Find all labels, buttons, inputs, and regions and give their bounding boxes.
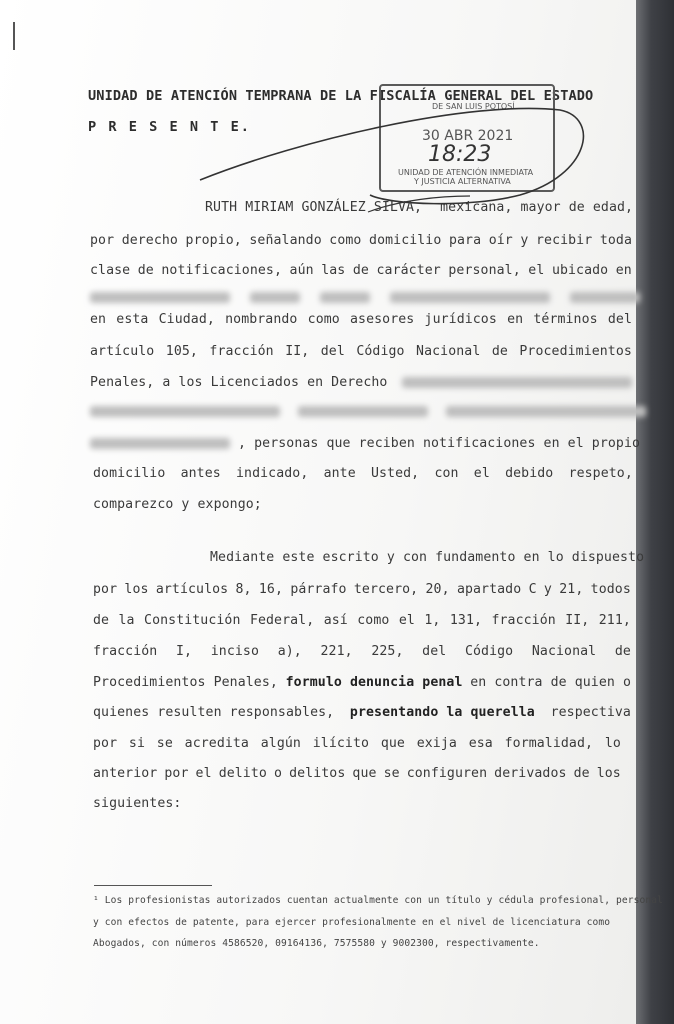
word: fracción: [93, 644, 158, 659]
signature-scribble: [0, 0, 674, 260]
word: domicilio: [369, 233, 442, 248]
word: asesores: [350, 312, 415, 327]
word: debido: [505, 466, 554, 481]
word: de: [137, 263, 154, 278]
word: por: [90, 233, 115, 248]
word: del: [320, 344, 345, 359]
word: C: [528, 582, 537, 597]
word: ubicado: [551, 263, 609, 278]
word: clase: [90, 263, 131, 278]
word: indicado,: [236, 466, 309, 481]
word: I,: [176, 644, 193, 659]
word: ante: [323, 466, 356, 481]
word: 21,: [559, 582, 584, 597]
body-line-5: [93, 675, 631, 690]
intro-line-2: [90, 233, 632, 248]
intro-line-1-rest: mexicana, mayor de edad,: [440, 200, 634, 215]
intro-line-3: [90, 263, 632, 278]
word: Constitución: [144, 613, 241, 628]
word: términos: [533, 312, 598, 327]
word: los: [124, 582, 149, 597]
body-line-6c: respectiva: [550, 705, 631, 720]
word: por: [93, 736, 118, 751]
word: y: [543, 582, 552, 597]
word: como: [307, 312, 340, 327]
intro-line-10: [93, 466, 633, 481]
word: en: [90, 312, 107, 327]
stamp-line-1: UNIDAD DE ATENCIÓN INMEDIATA: [398, 168, 534, 177]
word: respeto,: [568, 466, 633, 481]
body-line-9: siguientes:: [93, 796, 182, 811]
word: Nacional: [531, 644, 597, 659]
stamp-date: 30 ABR 2021: [422, 128, 514, 144]
word: por: [164, 766, 189, 781]
word: el: [528, 263, 545, 278]
word: Código: [356, 344, 405, 359]
word: antes: [180, 466, 221, 481]
word: toda: [599, 233, 632, 248]
stamp-line-2: Y JUSTICIA ALTERNATIVA: [414, 177, 511, 186]
word: fracción: [209, 344, 274, 359]
word: ilícito: [312, 736, 370, 751]
word: con: [434, 466, 459, 481]
word: artículo: [90, 344, 155, 359]
word: se: [156, 736, 173, 751]
intro-line-5: [90, 312, 632, 327]
word: tercero,: [353, 582, 419, 597]
body-line-3: [93, 613, 631, 628]
word: nombrando: [225, 312, 298, 327]
word: carácter: [376, 263, 441, 278]
word: como: [329, 233, 362, 248]
word: de: [573, 766, 590, 781]
word: recibir: [535, 233, 593, 248]
word: 221,: [320, 644, 353, 659]
word: delitos: [289, 766, 346, 781]
word: y: [520, 233, 529, 248]
word: Ciudad,: [158, 312, 215, 327]
word: esa: [468, 736, 493, 751]
word: 20,: [425, 582, 450, 597]
word: las: [321, 263, 346, 278]
word: 225,: [371, 644, 404, 659]
word: jurídicos: [424, 312, 497, 327]
word: párrafo: [290, 582, 347, 597]
word: que: [352, 766, 377, 781]
word: exija: [416, 736, 457, 751]
word: de: [491, 344, 508, 359]
redacted-address: [90, 290, 640, 305]
body-line-6a: quienes resulten responsables,: [93, 705, 335, 720]
word: II,: [285, 344, 310, 359]
body-line-4: [93, 644, 631, 659]
word: así: [323, 613, 348, 628]
word: 16,: [258, 582, 284, 597]
word: artículos: [155, 582, 229, 597]
word: Federal,: [249, 613, 315, 628]
word: Código: [464, 644, 514, 659]
body-line-7: [93, 736, 621, 751]
footnote-rule: [94, 885, 212, 886]
word: inciso: [210, 644, 260, 659]
redacted-lawyers-1: [402, 377, 632, 388]
word: domicilio: [93, 466, 166, 481]
body-line-5c: en contra de quien o: [470, 675, 631, 690]
redacted-lawyers-3: [90, 438, 230, 449]
word: los: [596, 766, 621, 781]
word: II,: [565, 613, 590, 628]
body-line-8: [93, 766, 621, 781]
intro-line-9-text: , personas que reciben notificaciones en el propio: [238, 436, 641, 451]
word: notificaciones,: [161, 263, 282, 278]
word: derivados: [494, 766, 567, 781]
word: el: [195, 766, 212, 781]
intro-line-1: [205, 200, 633, 215]
word: Procedimientos: [519, 344, 632, 359]
body-line-6: [93, 705, 631, 720]
body-line-5a: Procedimientos Penales,: [93, 675, 278, 690]
word: de: [352, 263, 369, 278]
word: en: [615, 263, 632, 278]
word: aún: [289, 263, 314, 278]
word: apartado: [456, 582, 522, 597]
body-line-2: [93, 582, 631, 597]
word: del: [422, 644, 447, 659]
word: algún: [260, 736, 301, 751]
footnote-line-1: ¹ Los profesionistas autorizados cuentan actualmente con un título y cédula profesional, personal: [93, 895, 663, 906]
word: para: [448, 233, 482, 248]
formulo-denuncia: formulo denuncia penal: [285, 675, 463, 690]
word: del: [607, 312, 632, 327]
word: esta: [116, 312, 149, 327]
word: lo: [604, 736, 621, 751]
word: fracción: [491, 613, 556, 628]
intro-line-7-text: Penales, a los Licenciados en Derecho: [90, 375, 388, 390]
word: 131,: [449, 613, 483, 628]
word: todos: [590, 582, 631, 597]
word: por: [93, 582, 118, 597]
presente-line: P R E S E N T E.: [88, 119, 251, 135]
word: de: [93, 613, 110, 628]
word: anterior: [93, 766, 158, 781]
word: el: [398, 613, 415, 628]
stamp-top-text: DE SAN LUIS POTOSÍ: [432, 102, 515, 111]
word: si: [128, 736, 145, 751]
complainant-name: RUTH MIRIAM GONZÁLEZ SILVA,: [205, 200, 423, 215]
intro-line-9: [90, 436, 640, 451]
word: propio,: [185, 233, 242, 248]
word: acredita: [184, 736, 249, 751]
intro-line-6: [90, 344, 632, 359]
word: 8,: [235, 582, 252, 597]
word: que: [380, 736, 405, 751]
body-line-1: Mediante este escrito y con fundamento en lo dispuesto: [210, 550, 645, 565]
word: oír: [488, 233, 513, 248]
word: el: [473, 466, 490, 481]
addressee-line: UNIDAD DE ATENCIÓN TEMPRANA DE LA FISCALÍA GENERAL DEL ESTADO: [88, 88, 594, 104]
word: formalidad,: [504, 736, 594, 751]
footnote-line-3: Abogados, con números 4586520, 09164136, 7575580 y 9002300, respectivamente.: [93, 938, 540, 949]
word: como: [357, 613, 390, 628]
word: o: [273, 766, 283, 781]
word: en: [507, 312, 524, 327]
presentando-querella: presentando la querella: [349, 705, 535, 720]
stamp-time: 18:23: [428, 142, 492, 167]
word: derecho: [121, 233, 178, 248]
intro-line-7: [90, 375, 632, 390]
word: señalando: [249, 233, 322, 248]
word: configuren: [406, 766, 488, 781]
word: personal,: [448, 263, 521, 278]
word: Usted,: [370, 466, 420, 481]
word: 211,: [598, 613, 631, 628]
intro-line-11: comparezco y expongo;: [93, 497, 262, 512]
word: 1,: [424, 613, 441, 628]
word: la: [118, 613, 135, 628]
word: de: [614, 644, 631, 659]
word: 105,: [165, 344, 198, 359]
word: delito: [218, 766, 267, 781]
word: se: [383, 766, 400, 781]
word: Nacional: [416, 344, 481, 359]
redacted-lawyers-2: [90, 404, 646, 419]
footnote-line-2: y con efectos de patente, para ejercer profesionalmente en el nivel de licenciatura como: [93, 917, 611, 928]
word: a),: [277, 644, 302, 659]
